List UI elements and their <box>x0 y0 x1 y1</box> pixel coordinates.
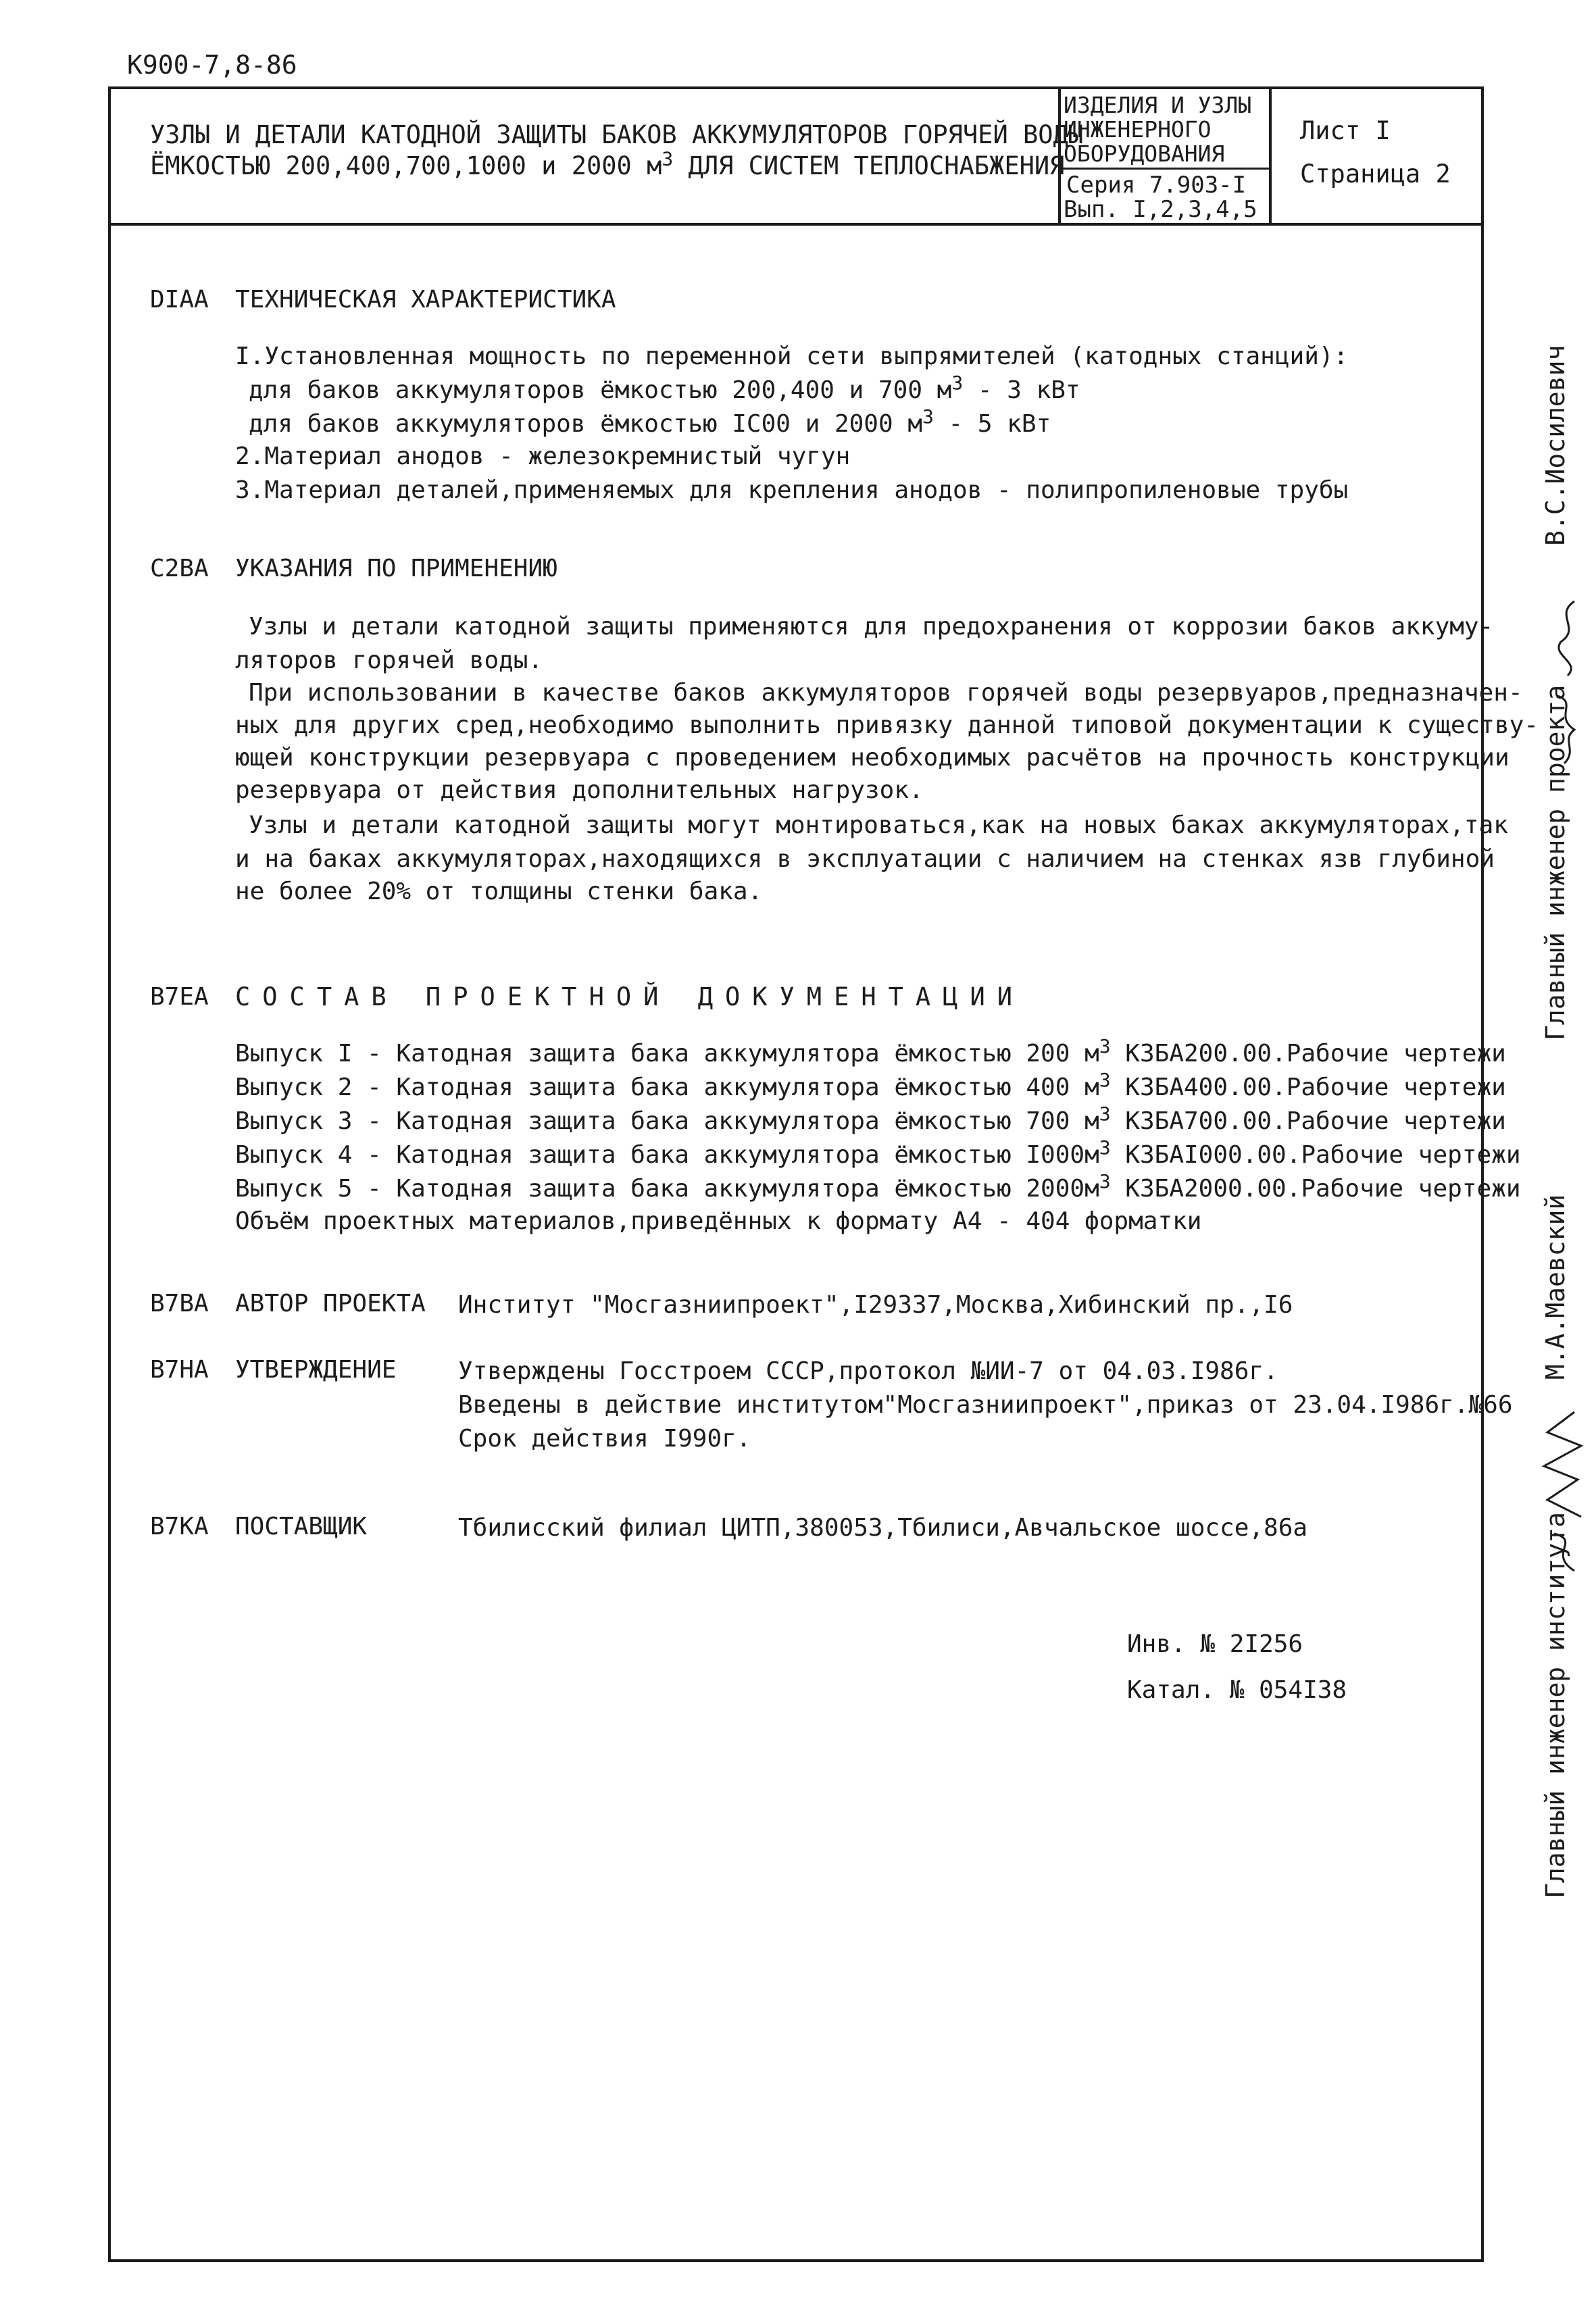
tech-item-1a <box>249 372 1080 405</box>
usage-line-7: Узлы и детали катодной защиты могут монтироваться,как на новых баках аккумуляторах,так <box>249 811 1508 839</box>
composition-issue-2-post: КЗБА400.00.Рабочие чертежи <box>1110 1074 1506 1101</box>
approval-line-1: Утверждены Госстроем СССР,протокол №ИИ-7 от 04.03.I986г. <box>458 1357 1278 1385</box>
usage-section-title: УКАЗАНИЯ ПО ПРИМЕНЕНИЮ <box>235 555 557 582</box>
tech-item-1b <box>249 405 1051 439</box>
header-sheet: Лист I <box>1300 116 1391 145</box>
header-vline-2 <box>1269 86 1272 226</box>
header-page: Страница 2 <box>1300 159 1451 188</box>
composition-issue-2-pre: Выпуск 2 - Катодная защита бака аккумулятора ёмкостью 400 м <box>235 1074 1099 1101</box>
inventory-number: Инв. № 2I256 <box>1127 1630 1303 1658</box>
approval-section-title: УТВЕРЖДЕНИЕ <box>235 1356 397 1384</box>
composition-issue-4-post: КЗБАI000.00.Рабочие чертежи <box>1110 1141 1521 1169</box>
approval-section-code: B7HA <box>150 1356 209 1384</box>
tech-item-1b-sup: 3 <box>922 405 934 428</box>
supplier-section-code: B7KA <box>150 1513 209 1540</box>
usage-line-6: резервуара от действия дополнительных нагрузок. <box>235 776 924 804</box>
supplier-text: Тбилисский филиал ЦИТП,380053,Тбилиси,Авчальское шоссе,86а <box>458 1514 1308 1542</box>
tech-item-1a-pre: для баков аккумуляторов ёмкостью 200,400 и 700 м <box>249 376 952 404</box>
usage-line-4: ных для других сред,необходимо выполнить привязку данной типовой документации к существу- <box>235 711 1539 739</box>
composition-section-code: B7EA <box>150 983 209 1011</box>
composition-volume: Объём проектных материалов,приведённых к формату А4 - 404 форматки <box>235 1207 1202 1235</box>
margin-chief-project-engineer-name: В.С.Иосилевич <box>1541 345 1570 547</box>
header-title-line2 <box>150 147 1065 180</box>
composition-issue-5-sup: 3 <box>1099 1170 1111 1192</box>
composition-issue-3-post: КЗБА700.00.Рабочие чертежи <box>1110 1107 1506 1135</box>
usage-line-5: ющей конструкции резервуара с проведением необходимых расчётов на прочность конструкции <box>235 744 1510 772</box>
composition-issue-2 <box>235 1069 1506 1103</box>
header-category-1: ИЗДЕЛИЯ И УЗЛЫ <box>1064 92 1252 118</box>
header-title-line2-b: ДЛЯ СИСТЕМ ТЕПЛОСНАБЖЕНИЯ <box>673 151 1065 180</box>
composition-issue-1 <box>235 1035 1506 1069</box>
margin-chief-institute-engineer-name: М.А.Маевский <box>1541 1194 1570 1380</box>
usage-line-2: ляторов горячей воды. <box>235 647 543 674</box>
author-text: Институт "Мосгазниипроект",I29337,Москва,Хибинский пр.,I6 <box>458 1291 1293 1319</box>
header-title-line2-a: ЁМКОСТЬЮ 200,400,700,1000 и 2000 м <box>150 151 662 180</box>
tech-item-1b-post: - 5 кВт <box>933 410 1051 438</box>
header-divider <box>108 223 1484 226</box>
header-title-sup: 3 <box>662 147 674 170</box>
header-issues: Вып. I,2,3,4,5 <box>1064 196 1257 223</box>
supplier-section-title: ПОСТАВЩИК <box>235 1513 368 1540</box>
usage-line-1: Узлы и детали катодной защиты применяются для предохранения от коррозии баков аккуму- <box>249 613 1494 640</box>
composition-issue-2-sup: 3 <box>1099 1069 1111 1091</box>
composition-issue-3 <box>235 1103 1506 1136</box>
header-series-line <box>1058 168 1272 170</box>
margin-chief-institute-engineer-label: Главный инженер института <box>1541 1512 1570 1898</box>
header-category-2: ИНЖЕНЕРНОГО <box>1064 116 1212 143</box>
composition-issue-1-post: КЗБА200.00.Рабочие чертежи <box>1110 1040 1506 1067</box>
composition-issue-5-pre: Выпуск 5 - Катодная защита бака аккумулятора ёмкостью 2000м <box>235 1175 1099 1203</box>
composition-issue-5 <box>235 1170 1521 1204</box>
composition-issue-5-post: КЗБА2000.00.Рабочие чертежи <box>1110 1175 1521 1203</box>
tech-item-1a-post: - 3 кВт <box>963 376 1080 404</box>
composition-issue-1-pre: Выпуск I - Катодная защита бака аккумулятора ёмкостью 200 м <box>235 1040 1099 1067</box>
header-category-3: ОБОРУДОВАНИЯ <box>1064 141 1225 167</box>
usage-line-9: не более 20% от толщины стенки бака. <box>235 878 763 905</box>
document-code: К900-7,8-86 <box>127 50 297 80</box>
usage-line-3: При использовании в качестве баков аккумуляторов горячей воды резервуаров,предназначен- <box>249 679 1523 707</box>
header-title-line1: УЗЛЫ И ДЕТАЛИ КАТОДНОЙ ЗАЩИТЫ БАКОВ АККУМУЛЯТОРОВ ГОРЯЧЕЙ ВОДЫ <box>150 120 1084 149</box>
approval-line-3: Срок действия I990г. <box>458 1425 751 1453</box>
tech-item-1b-pre: для баков аккумуляторов ёмкостью IC00 и 2000 м <box>249 410 922 438</box>
composition-issue-3-sup: 3 <box>1099 1103 1111 1125</box>
margin-chief-project-engineer-label: Главный инженер проекта <box>1541 684 1570 1040</box>
composition-section-title: СОСТАВ ПРОЕКТНОЙ ДОКУМЕНТАЦИИ <box>235 982 1025 1011</box>
approval-line-2: Введены в действие институтом"Мосгазниипроект",приказ от 23.04.I986г.№66 <box>458 1391 1513 1419</box>
usage-section-code: C2BA <box>150 555 209 582</box>
tech-item-1a-sup: 3 <box>951 372 964 394</box>
composition-issue-4 <box>235 1136 1521 1170</box>
header-series: Серия 7.903-I <box>1066 172 1247 199</box>
signature-iosilevich <box>1547 595 1588 770</box>
tech-item-2: 2.Материал анодов - железокремнистый чугун <box>235 443 851 470</box>
catalog-number: Катал. № 054I38 <box>1127 1676 1347 1704</box>
tech-item-1: I.Установленная мощность по переменной сети выпрямителей (катодных станций): <box>235 343 1349 370</box>
composition-issue-4-sup: 3 <box>1099 1136 1111 1159</box>
author-section-code: B7BA <box>150 1290 209 1317</box>
composition-issue-4-pre: Выпуск 4 - Катодная защита бака аккумулятора ёмкостью I000м <box>235 1141 1099 1169</box>
tech-item-3: 3.Материал деталей,применяемых для крепления анодов - полипропиленовые трубы <box>235 476 1349 504</box>
signature-maevsky <box>1534 1405 1595 1581</box>
composition-issue-3-pre: Выпуск 3 - Катодная защита бака аккумулятора ёмкостью 700 м <box>235 1107 1099 1135</box>
usage-line-8: и на баках аккумуляторах,находящихся в эксплуатации с наличием на стенках язв глубиной <box>235 845 1495 873</box>
tech-section-title: ТЕХНИЧЕСКАЯ ХАРАКТЕРИСТИКА <box>235 286 616 313</box>
author-section-title: АВТОР ПРОЕКТА <box>235 1290 426 1317</box>
composition-issue-1-sup: 3 <box>1099 1035 1111 1057</box>
tech-section-code: DIAA <box>150 286 209 313</box>
